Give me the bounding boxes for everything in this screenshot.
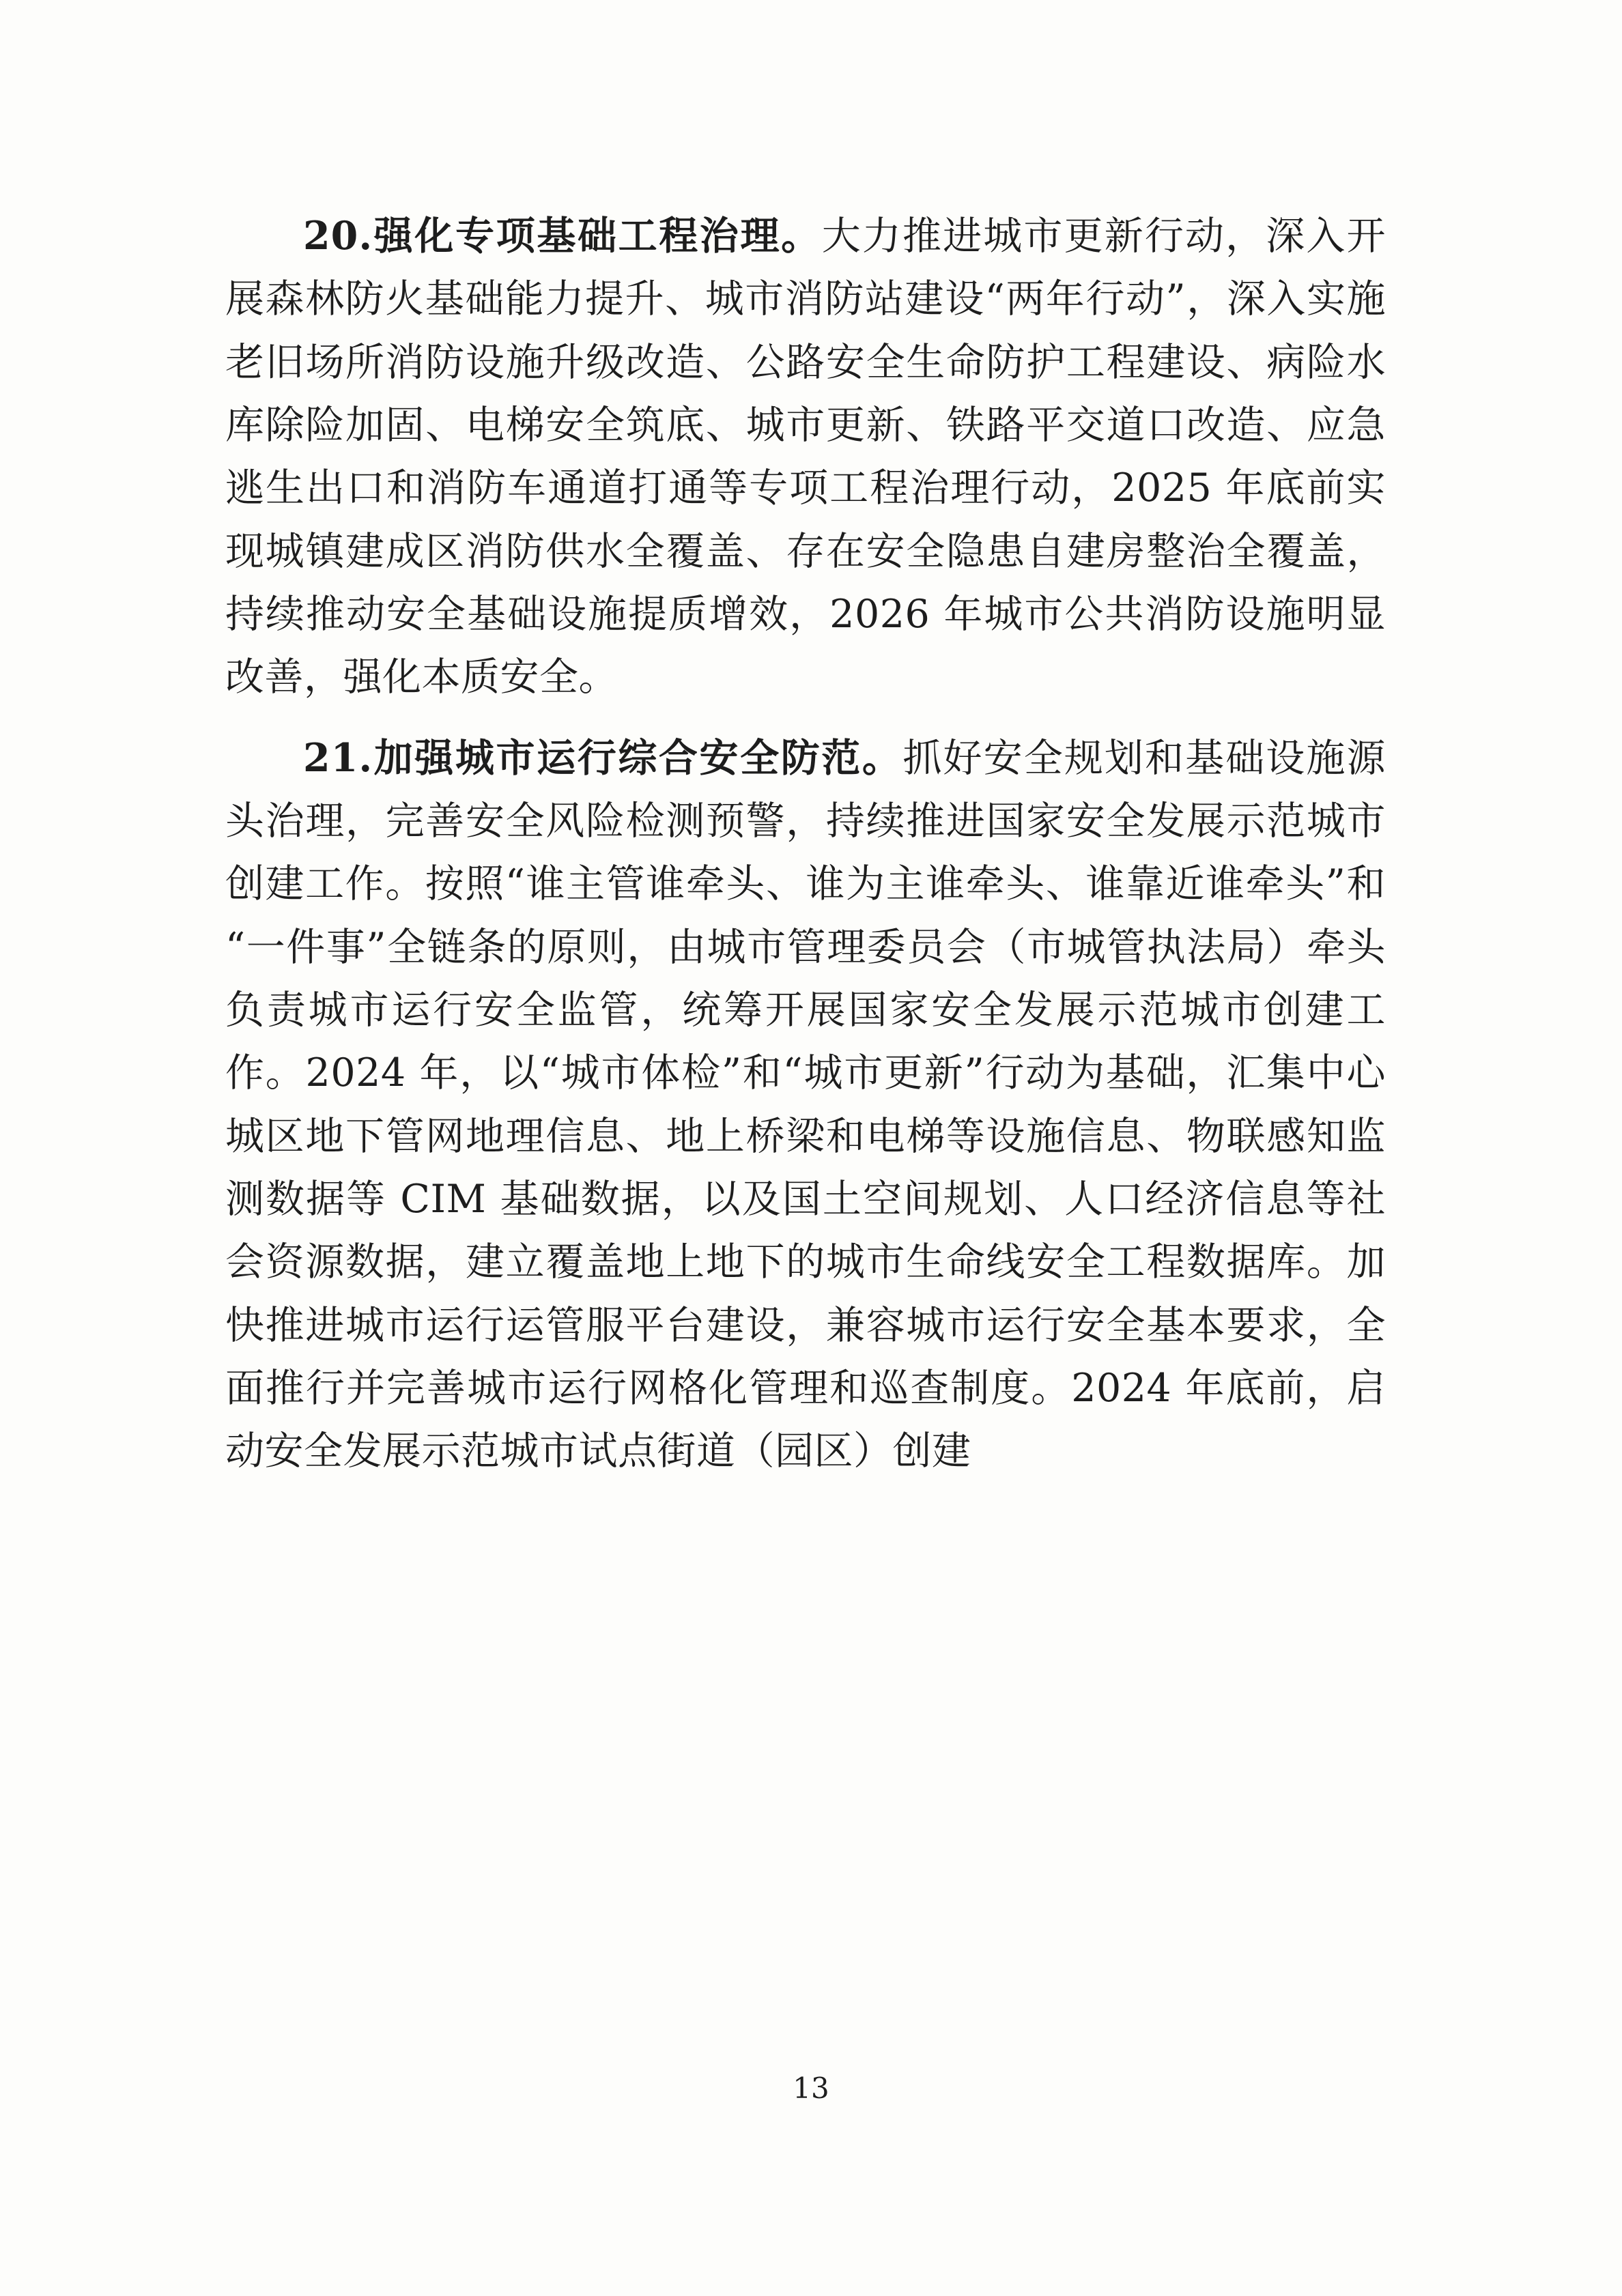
paragraph-21-lead: 21.加强城市运行综合安全防范。 [303,734,903,781]
paragraph-20-lead: 20.强化专项基础工程治理。 [303,213,822,259]
paragraph-20-body: 大力推进城市更新行动，深入开展森林防火基础能力提升、城市消防站建设“两年行动”，深入实施老旧场所消防设施升级改造、公路安全生命防护工程建设、病险水库除险加固、电梯安全筑底、城市更新、铁路平交道口改造、应急逃生出口和消防车通道打通等专项工程治理行动，2025 年底前实现城镇建成区消防供水全覆盖、存在安全隐患自建房整治全覆盖，持续推动安全基础设施提质增效，2026 年城市公共消防设施明显改善，强化本质安全。 [225,214,1386,700]
paragraph-21-body: 抓好安全规划和基础设施源头治理，完善安全风险检测预警，持续推进国家安全发展示范城市创建工作。按照“谁主管谁牵头、谁为主谁牵头、谁靠近谁牵头”和“一件事”全链条的原则，由城市管理委员会（市城管执法局）牵头负责城市运行安全监管，统筹开展国家安全发展示范城市创建工作。2024 年，以“城市体检”和“城市更新”行动为基础，汇集中心城区地下管网地理信息、地上桥梁和电梯等设施信息、物联感知监测数据等 CIM 基础数据，以及国土空间规划、人口经济信息等社会资源数据，建立覆盖地上地下的城市生命线安全工程数据库。加快推进城市运行运管服平台建设，兼容城市运行安全基本要求，全面推行并完善城市运行网格化管理和巡查制度。2024 年底前，启动安全发展示范城市试点街道（园区）创建 [225,735,1386,1474]
page-number: 13 [793,2071,829,2105]
paragraph-21 [225,727,1386,1483]
page-body [225,205,1386,1493]
paragraph-20 [225,205,1386,709]
